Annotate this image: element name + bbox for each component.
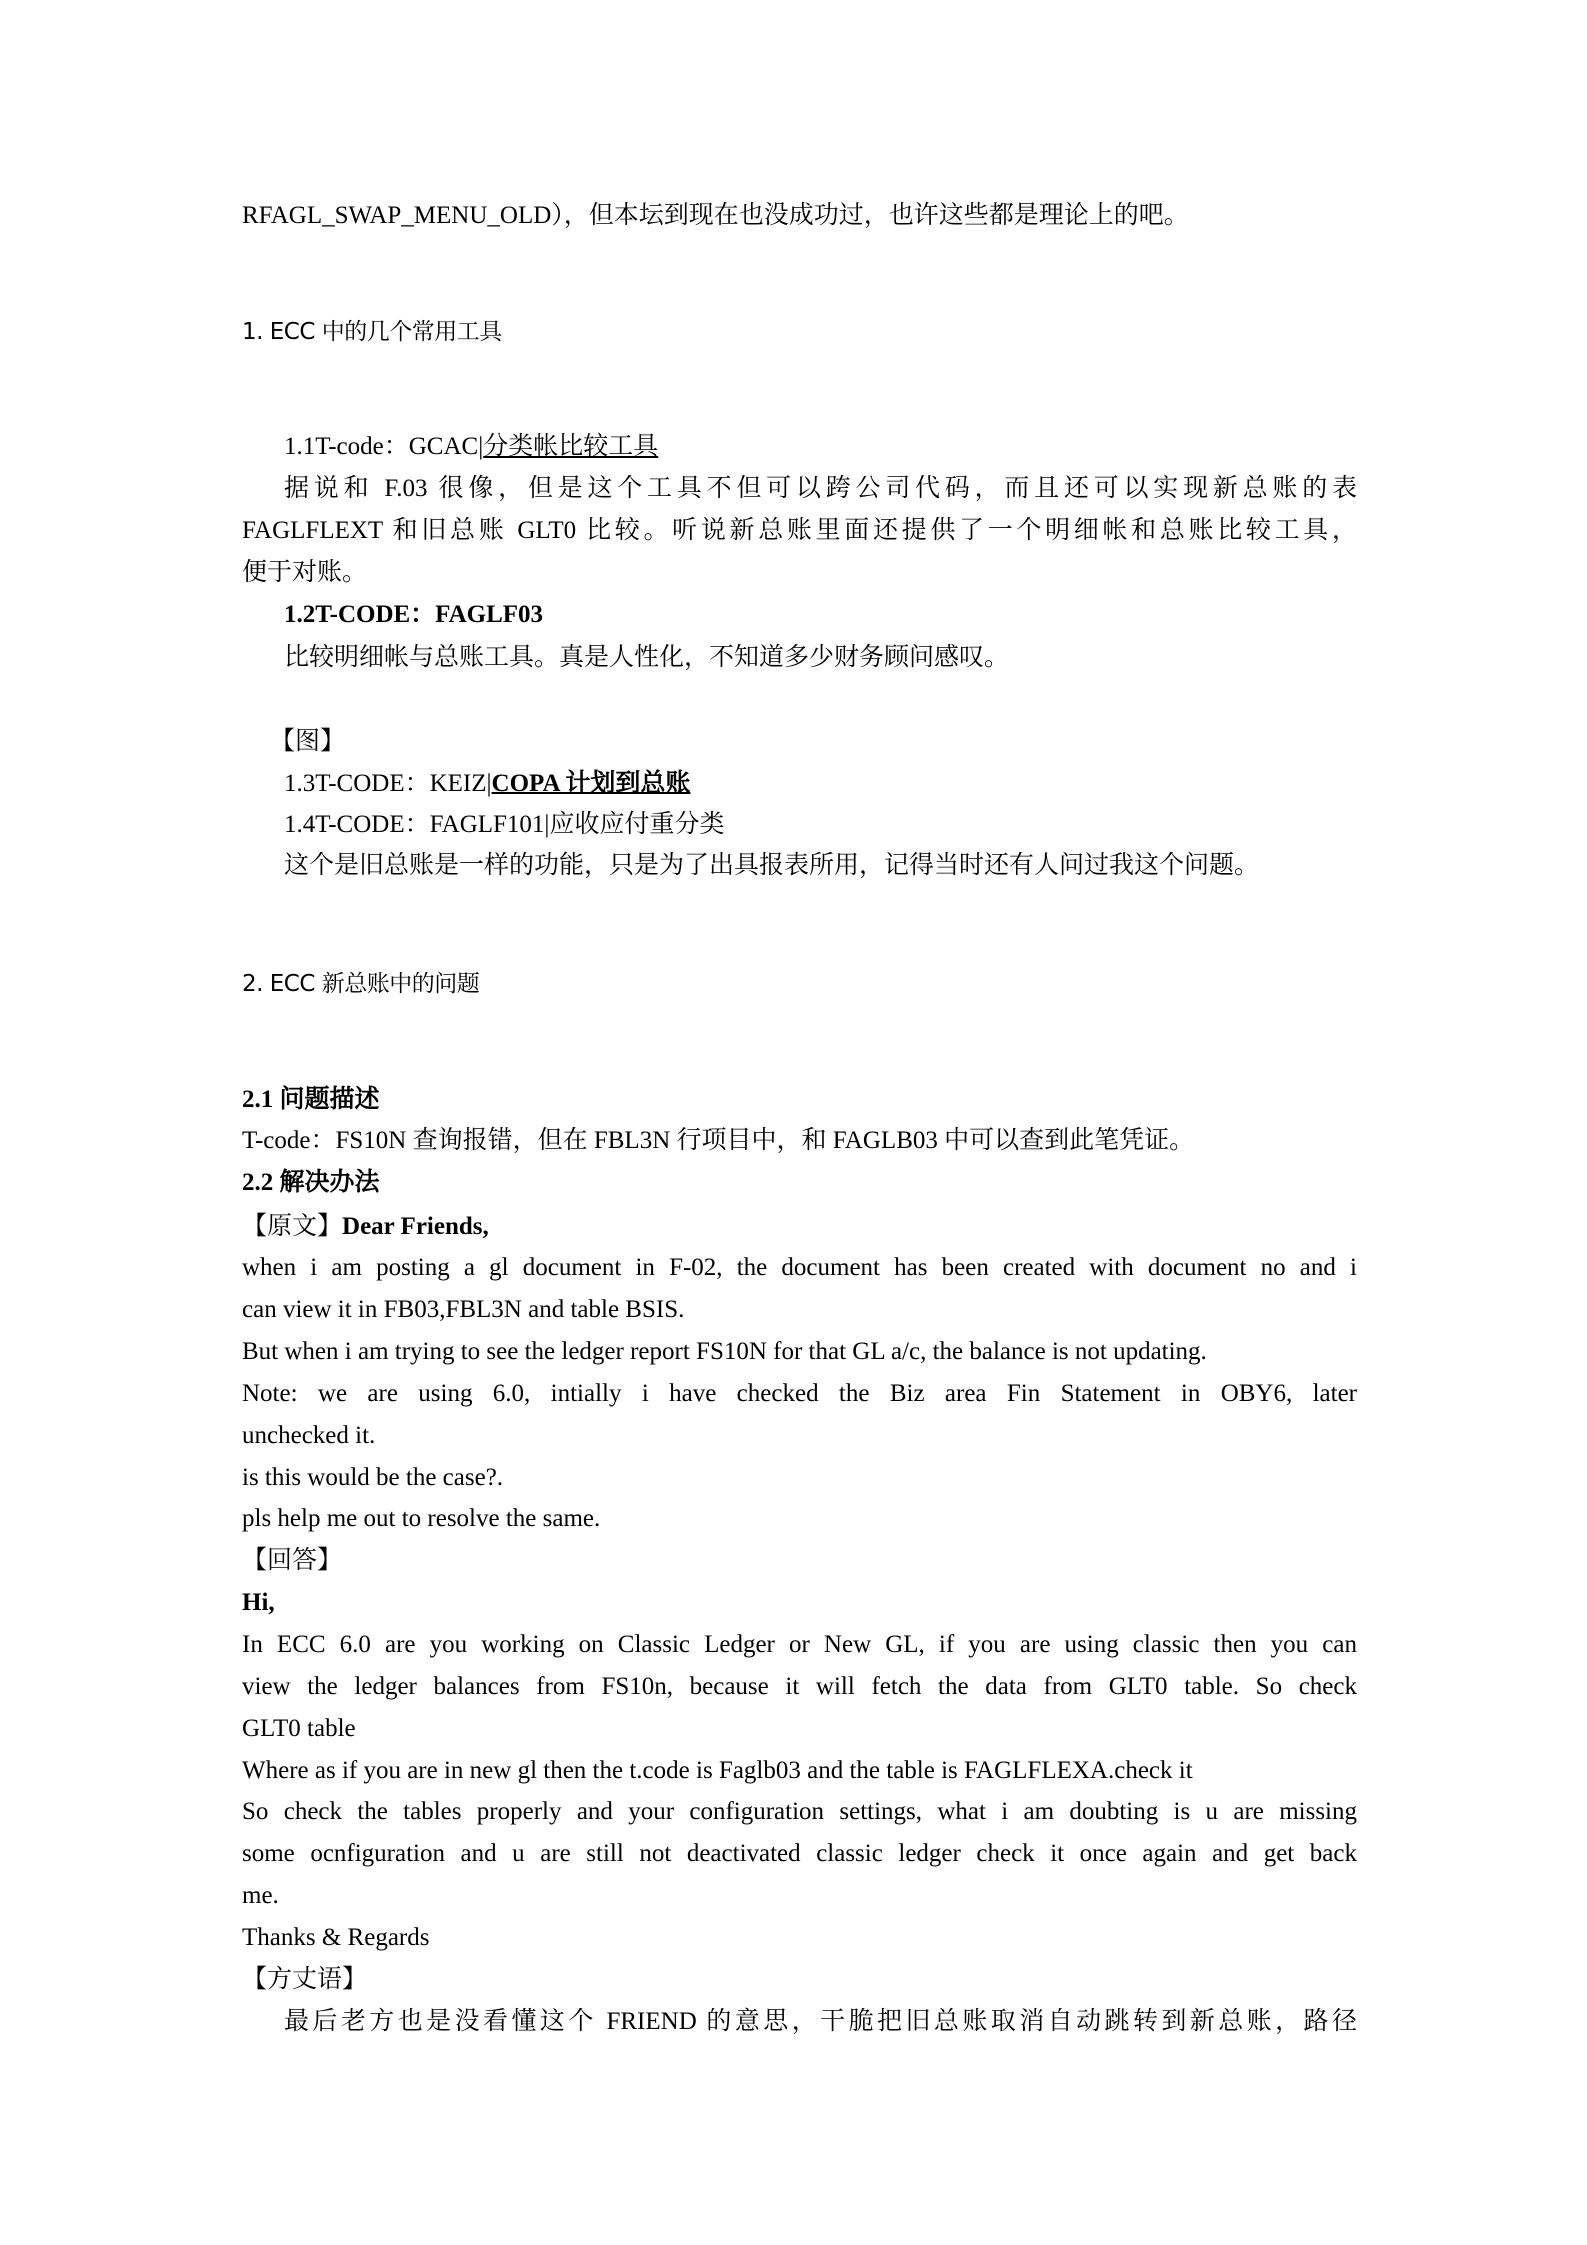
tcode-1-4-body: 这个是旧总账是一样的功能，只是为了出具报表所用，记得当时还有人问过我这个问题。 — [284, 852, 1260, 879]
original-line: unchecked it. — [242, 1422, 376, 1449]
answer-label: 【回答】 — [242, 1547, 343, 1574]
subsection-2-1-body: T-code：FS10N 查询报错，但在 FBL3N 行项目中，和 FAGLB03 中可以查到此笔凭证。 — [242, 1127, 1195, 1154]
original-line: Note: we are using 6.0, intially i have checked the Biz area Fin Statement in OBY6, later — [242, 1380, 1357, 1407]
answer-line: So check the tables properly and your configuration settings, what i am doubting is u are missing — [242, 1798, 1357, 1825]
figure-placeholder: 【图】 — [270, 728, 346, 755]
tcode-1-1-link[interactable]: 分类帐比较工具 — [483, 433, 659, 460]
original-line: pls help me out to resolve the same. — [242, 1505, 601, 1532]
subsection-2-2: 2.2 解决办法 — [242, 1169, 380, 1196]
original-text-header — [242, 1210, 1357, 1244]
answer-line: GLT0 table — [242, 1715, 356, 1742]
answer-line: me. — [242, 1882, 279, 1909]
intro-line: RFAGL_SWAP_MENU_OLD），但本坛到现在也没成功过，也许这些都是理论上的吧。 — [242, 202, 1189, 229]
tcode-1-2-body: 比较明细帐与总账工具。真是人性化，不知道多少财务顾问感叹。 — [284, 644, 1010, 671]
tcode-1-1 — [284, 430, 1357, 464]
section-2-heading: 2. ECC 新总账中的问题 — [242, 971, 480, 997]
answer-line: Where as if you are in new gl then the t.code is Faglb03 and the table is FAGLFLEXA.check it — [242, 1757, 1193, 1784]
answer-greeting: Hi, — [242, 1589, 275, 1616]
original-line: is this would be the case?. — [242, 1464, 504, 1491]
tcode-1-3 — [284, 767, 1357, 801]
original-line: when i am posting a gl document in F-02, the document has been created with document no and i — [242, 1254, 1357, 1281]
tcode-1-2: 1.2T-CODE：FAGLF03 — [284, 601, 544, 628]
answer-line: some ocnfiguration and u are still not deactivated classic ledger check it once again and get back — [242, 1840, 1357, 1867]
tcode-1-4: 1.4T-CODE：FAGLF101|应收应付重分类 — [284, 811, 725, 838]
tcode-1-3-prefix: 1.3T-CODE：KEIZ| — [284, 770, 492, 797]
answer-line: view the ledger balances from FS10n, because it will fetch the data from GLT0 table. So check — [242, 1673, 1357, 1700]
tcode-1-1-prefix: 1.1T-code：GCAC| — [284, 433, 484, 460]
comment-label: 【方丈语】 — [242, 1966, 368, 1993]
tcode-1-1-body-line: FAGLFLEXT 和旧总账 GLT0 比较。听说新总账里面还提供了一个明细帐和总账比较工具， — [242, 517, 1357, 544]
subsection-2-1: 2.1 问题描述 — [242, 1086, 380, 1113]
original-line: But when i am trying to see the ledger report FS10N for that GL a/c, the balance is not updating. — [242, 1338, 1207, 1365]
comment-body: 最后老方也是没看懂这个 FRIEND 的意思，干脆把旧总账取消自动跳转到新总账，路径 — [284, 2008, 1357, 2035]
answer-line: In ECC 6.0 are you working on Classic Ledger or New GL, if you are using classic then you can — [242, 1631, 1357, 1658]
section-1-heading: 1. ECC 中的几个常用工具 — [242, 319, 502, 345]
tcode-1-3-link[interactable]: COPA 计划到总账 — [491, 770, 691, 797]
original-label: 【原文】 — [242, 1213, 343, 1240]
original-greeting: Dear Friends, — [342, 1213, 489, 1240]
original-line: can view it in FB03,FBL3N and table BSIS. — [242, 1296, 685, 1323]
answer-signoff: Thanks & Regards — [242, 1924, 430, 1951]
tcode-1-1-body-line: 便于对账。 — [242, 559, 368, 586]
tcode-1-1-body-line: 据说和 F.03 很像，但是这个工具不但可以跨公司代码，而且还可以实现新总账的表 — [284, 475, 1357, 502]
